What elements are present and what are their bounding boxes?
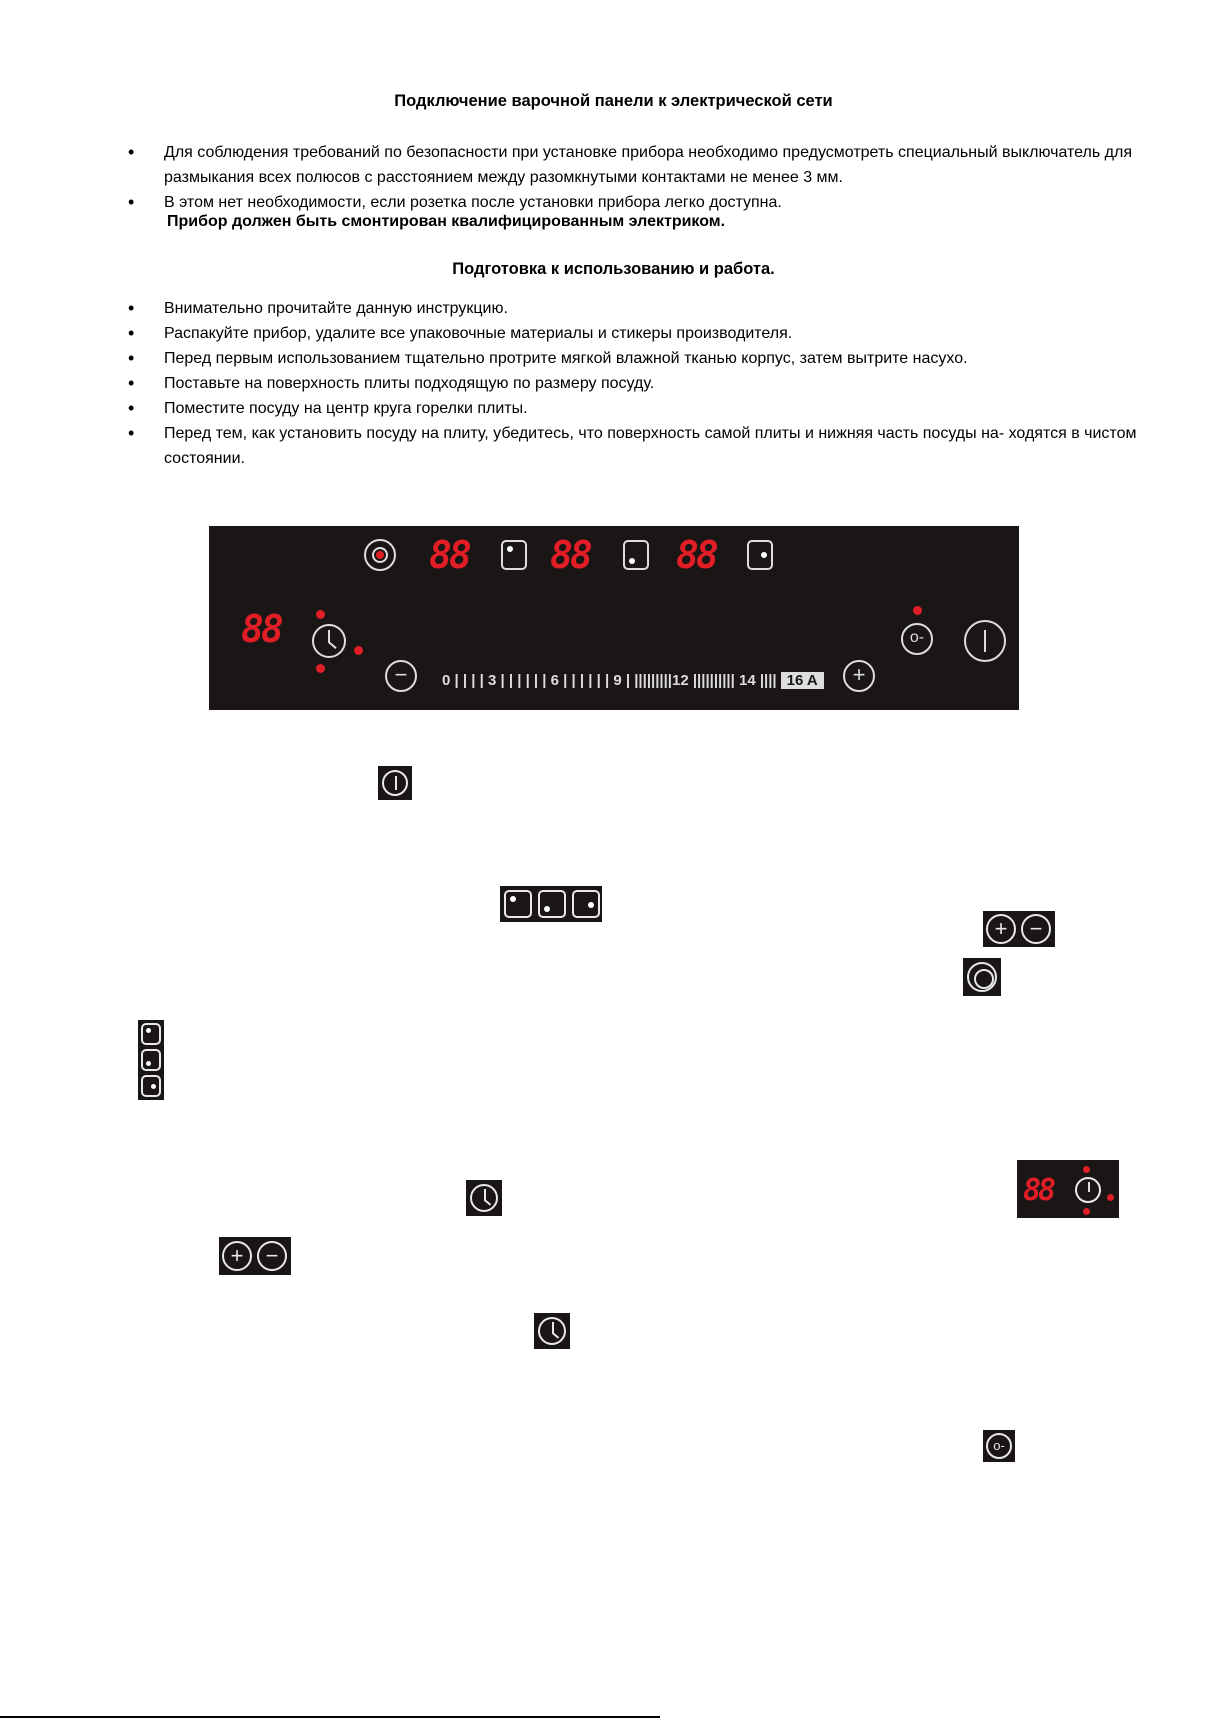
list-item: • Для соблюдения требований по безопасности при установке прибора необходимо предусмотреть специальный выключатель для размыкания всех полюсов с расстоянием между разомкнутыми контактами не менее 3 мм. bbox=[128, 140, 1148, 190]
indicator-dot bbox=[354, 646, 363, 655]
zone-select-icons bbox=[500, 886, 602, 922]
power-icon bbox=[964, 620, 1006, 662]
timer-icon bbox=[1075, 1177, 1101, 1203]
plus-icon: + bbox=[843, 660, 875, 692]
minus-icon: − bbox=[1021, 914, 1051, 944]
preparation-list bbox=[128, 296, 1148, 471]
indicator-dot bbox=[913, 606, 922, 615]
indicator-dot bbox=[316, 664, 325, 673]
zone3-display: 88 bbox=[676, 533, 716, 577]
plus-minus-icons bbox=[219, 1237, 291, 1275]
power-scale bbox=[442, 672, 824, 689]
control-panel-illustration bbox=[209, 526, 1019, 710]
timer-display-icon: 88 bbox=[1017, 1160, 1119, 1218]
zone-rear-left-icon bbox=[623, 540, 649, 570]
list-item: • В этом нет необходимости, если розетка после установки прибора легко доступна. bbox=[128, 190, 1148, 215]
list-item: • Перед тем, как установить посуду на плиту, убедитесь, что поверхность самой плиты и нижняя часть посуды на- ходятся в чистом состоянии. bbox=[128, 421, 1148, 471]
zone2-display: 88 bbox=[550, 533, 590, 577]
zone1-display: 88 bbox=[429, 533, 469, 577]
key-lock-button-icon: o- bbox=[983, 1430, 1015, 1462]
zone-right-icon bbox=[747, 540, 773, 570]
heading-preparation: Подготовка к использованию и работа. bbox=[452, 260, 775, 278]
list-item: • Распакуйте прибор, удалите все упаковочные материалы и стикеры производителя. bbox=[128, 321, 1148, 346]
double-ring-icon bbox=[364, 539, 396, 571]
indicator-dot bbox=[316, 610, 325, 619]
list-item: • Перед первым использованием тщательно протрите мягкой влажной тканью корпус, затем вытрите насухо. bbox=[128, 346, 1148, 371]
timer-button-icon bbox=[466, 1180, 502, 1216]
connection-list bbox=[128, 140, 1148, 215]
list-item: • Поместите посуду на центр круга горелки плиты. bbox=[128, 396, 1148, 421]
list-item: • Поставьте на поверхность плиты подходящую по размеру посуду. bbox=[128, 371, 1148, 396]
zone-icons-vertical bbox=[138, 1020, 164, 1100]
footer-rule bbox=[0, 1716, 660, 1718]
heading-connection: Подключение варочной панели к электрической сети bbox=[394, 92, 833, 110]
scale-ticks: 0 | | | | 3 | | | | | | 6 | | | | | | 9 | |||||||||12 |||||||||| 14 |||| bbox=[442, 672, 777, 689]
list-item: • Внимательно прочитайте данную инструкцию. bbox=[128, 296, 1148, 321]
double-ring-button-icon bbox=[963, 958, 1001, 996]
minus-icon: − bbox=[257, 1241, 287, 1271]
timer-button-icon bbox=[534, 1313, 570, 1349]
power-button-icon bbox=[378, 766, 412, 800]
key-lock-icon: o- bbox=[901, 623, 933, 655]
power-label: 16 A bbox=[781, 672, 824, 689]
plus-icon: + bbox=[986, 914, 1016, 944]
installer-note: Прибор должен быть смонтирован квалифицированным электриком. bbox=[167, 213, 726, 230]
zone-front-left-icon bbox=[501, 540, 527, 570]
plus-minus-icons bbox=[983, 911, 1055, 947]
timer-icon bbox=[312, 624, 346, 658]
minus-icon: − bbox=[385, 660, 417, 692]
timer-display: 88 bbox=[241, 607, 281, 651]
plus-icon: + bbox=[222, 1241, 252, 1271]
